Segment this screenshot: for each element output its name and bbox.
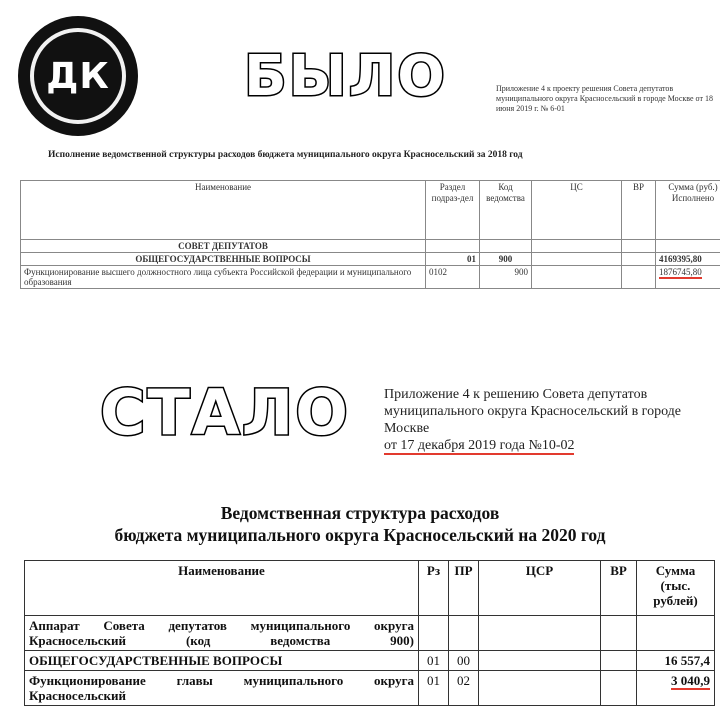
new-header-vr: ВР (601, 561, 637, 616)
new-row-rz (419, 616, 449, 651)
label-before: БЫЛО (244, 44, 447, 109)
new-row-name: Функционирование главы муниципального округа Красносельский (25, 671, 419, 706)
table-row (25, 616, 715, 651)
old-header-vr: ВР (622, 181, 656, 240)
table-row (21, 266, 720, 289)
new-title (60, 502, 660, 546)
old-row-sum (656, 240, 720, 253)
logo-text: ДК (46, 55, 110, 97)
old-row-cs (532, 253, 622, 266)
new-row-pr: 02 (449, 671, 479, 706)
old-row-sum-cell (656, 266, 720, 289)
old-row-razdel: 0102 (426, 266, 480, 289)
new-table-header (25, 561, 715, 616)
new-title-line1: Ведомственная структура расходов (220, 503, 500, 523)
old-row-name: ОБЩЕГОСУДАРСТВЕННЫЕ ВОПРОСЫ (21, 253, 426, 266)
new-row-sum-cell (637, 671, 715, 706)
old-table (20, 180, 720, 289)
table-row (25, 671, 715, 706)
new-header-sum: Сумма (тыс. рублей) (637, 561, 715, 616)
old-row-vr (622, 266, 656, 289)
new-row-csr (479, 671, 601, 706)
new-row-sum (637, 616, 715, 651)
old-row-kod: 900 (480, 253, 532, 266)
old-header-cs: ЦС (532, 181, 622, 240)
old-row-name: СОВЕТ ДЕПУТАТОВ (21, 240, 426, 253)
new-row-vr (601, 671, 637, 706)
old-row-razdel: 01 (426, 253, 480, 266)
old-highlighted-sum: 1876745,80 (659, 267, 702, 277)
new-appendix-date: от 17 декабря 2019 года №10-02 (384, 438, 575, 453)
old-row-vr (622, 240, 656, 253)
new-row-name: Аппарат Совета депутатов муниципального округа Красносельский (код ведомства 900) (25, 616, 419, 651)
old-row-name: Функционирование высшего должностного лица субъекта Российской федерации и муниципального образования (21, 266, 426, 289)
new-header-rz: Рз (419, 561, 449, 616)
old-row-razdel (426, 240, 480, 253)
new-row-vr (601, 616, 637, 651)
new-row-pr: 00 (449, 651, 479, 671)
logo-ring (30, 28, 126, 124)
new-appendix (384, 386, 714, 454)
old-row-cs (532, 266, 622, 289)
old-appendix: Приложение 4 к проекту решения Совета депутатов муниципального округа Красносельский в городе Москве от 18 июня 2019 г. № 6-01 (496, 84, 713, 113)
table-row (21, 240, 720, 253)
old-header-name: Наименование (21, 181, 426, 240)
new-header-name: Наименование (25, 561, 419, 616)
new-row-name: ОБЩЕГОСУДАРСТВЕННЫЕ ВОПРОСЫ (25, 651, 419, 671)
logo (18, 16, 138, 136)
new-title-line2: бюджета муниципального округа Красносельский на 2020 год (114, 525, 606, 545)
new-row-vr (601, 651, 637, 671)
old-row-cs (532, 240, 622, 253)
new-highlighted-sum: 3 040,9 (671, 673, 710, 688)
new-row-csr (479, 651, 601, 671)
old-header-razdel: Раздел подраз-дел (426, 181, 480, 240)
old-row-vr (622, 253, 656, 266)
old-row-kod (480, 240, 532, 253)
old-row-kod: 900 (480, 266, 532, 289)
old-table-header (21, 181, 720, 240)
new-row-rz: 01 (419, 671, 449, 706)
new-row-pr (449, 616, 479, 651)
old-title: Исполнение ведомственной структуры расходов бюджета муниципального округа Красносельский за 2018 год (48, 150, 523, 160)
table-row (25, 651, 715, 671)
label-after: СТАЛО (100, 376, 350, 449)
new-table (24, 560, 715, 706)
old-header-sum: Сумма (руб.) Исполнено (656, 181, 720, 240)
old-row-sum: 4169395,80 (656, 253, 720, 266)
new-row-rz: 01 (419, 651, 449, 671)
new-header-pr: ПР (449, 561, 479, 616)
table-row (21, 253, 720, 266)
new-header-csr: ЦСР (479, 561, 601, 616)
new-appendix-text: Приложение 4 к решению Совета депутатов муниципального округа Красносельский в городе Москве (384, 387, 682, 436)
new-row-csr (479, 616, 601, 651)
old-header-kod: Код ведомства (480, 181, 532, 240)
new-row-sum: 16 557,4 (637, 651, 715, 671)
